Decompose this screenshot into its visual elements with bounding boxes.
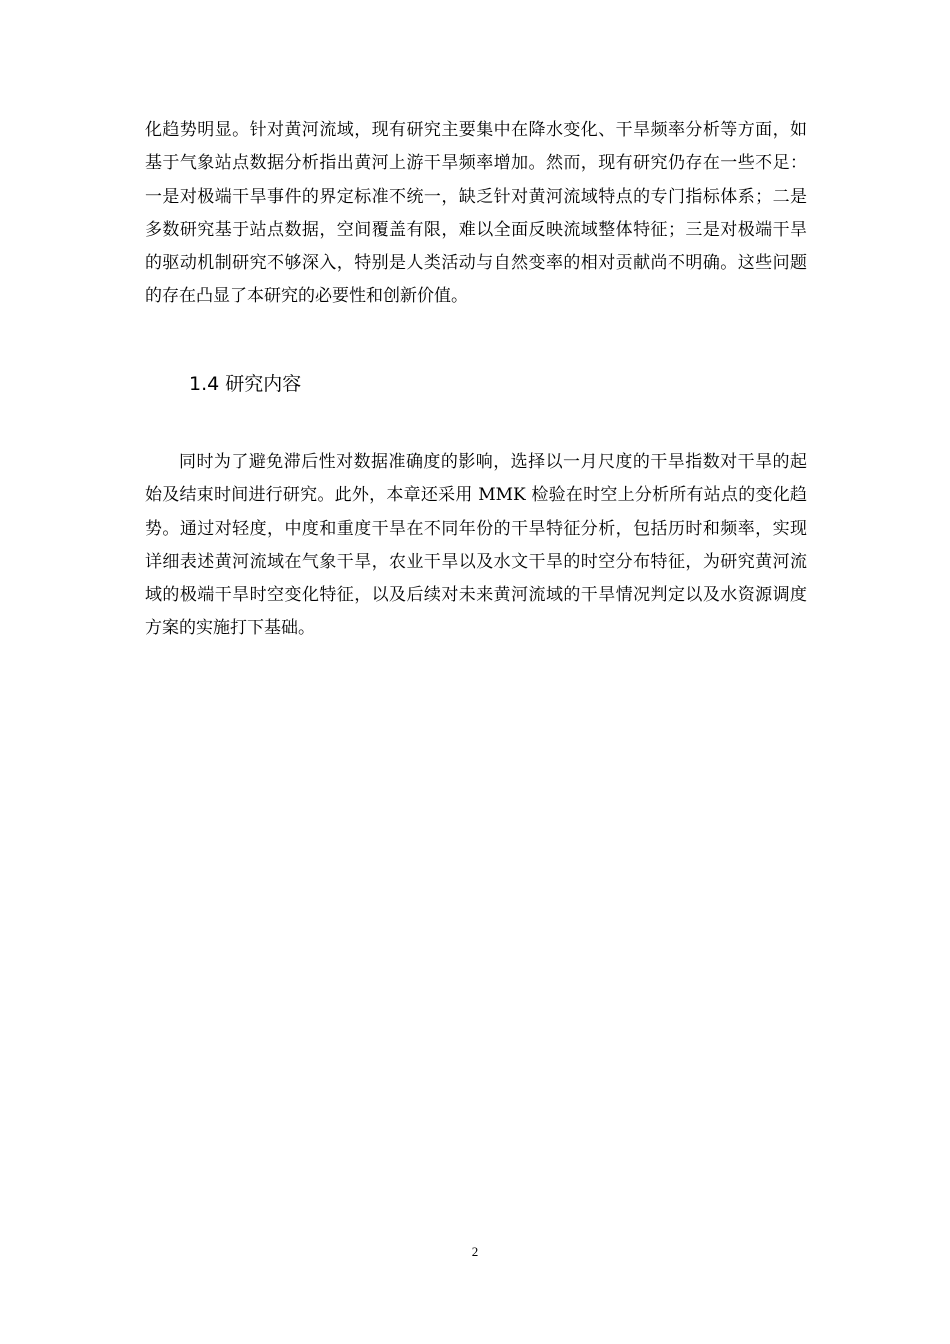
body-paragraph-research-content: 同时为了避免滞后性对数据准确度的影响，选择以一月尺度的干旱指数对干旱的起始及结束时间进行研究。此外，本章还采用 MMK 检验在时空上分析所有站点的变化趋势。通过对轻度，中度和重度干旱在不同年份的干旱特征分析，包括历时和频率，实现详细表述黄河流域在气象干旱，农业干旱以及水文干旱的时空分布特征，为研究黄河流域的极端干旱时空变化特征，以及后续对未来黄河流域的干旱情况判定以及水资源调度方案的实施打下基础。 xyxy=(145,452,807,639)
section-heading: 1.4 研究内容 xyxy=(189,373,302,395)
body-paragraph-continued: 化趋势明显。针对黄河流域，现有研究主要集中在降水变化、干旱频率分析等方面，如基于气象站点数据分析指出黄河上游干旱频率增加。然而，现有研究仍存在一些不足：一是对极端干旱事件的界定标准不统一，缺乏针对黄河流域特点的专门指标体系；二是多数研究基于站点数据，空间覆盖有限，难以全面反映流域整体特征；三是对极端干旱的驱动机制研究不够深入，特别是人类活动与自然变率的相对贡献尚不明确。这些问题的存在凸显了本研究的必要性和创新价值。 xyxy=(145,120,807,307)
page-number: 2 xyxy=(471,1244,479,1259)
